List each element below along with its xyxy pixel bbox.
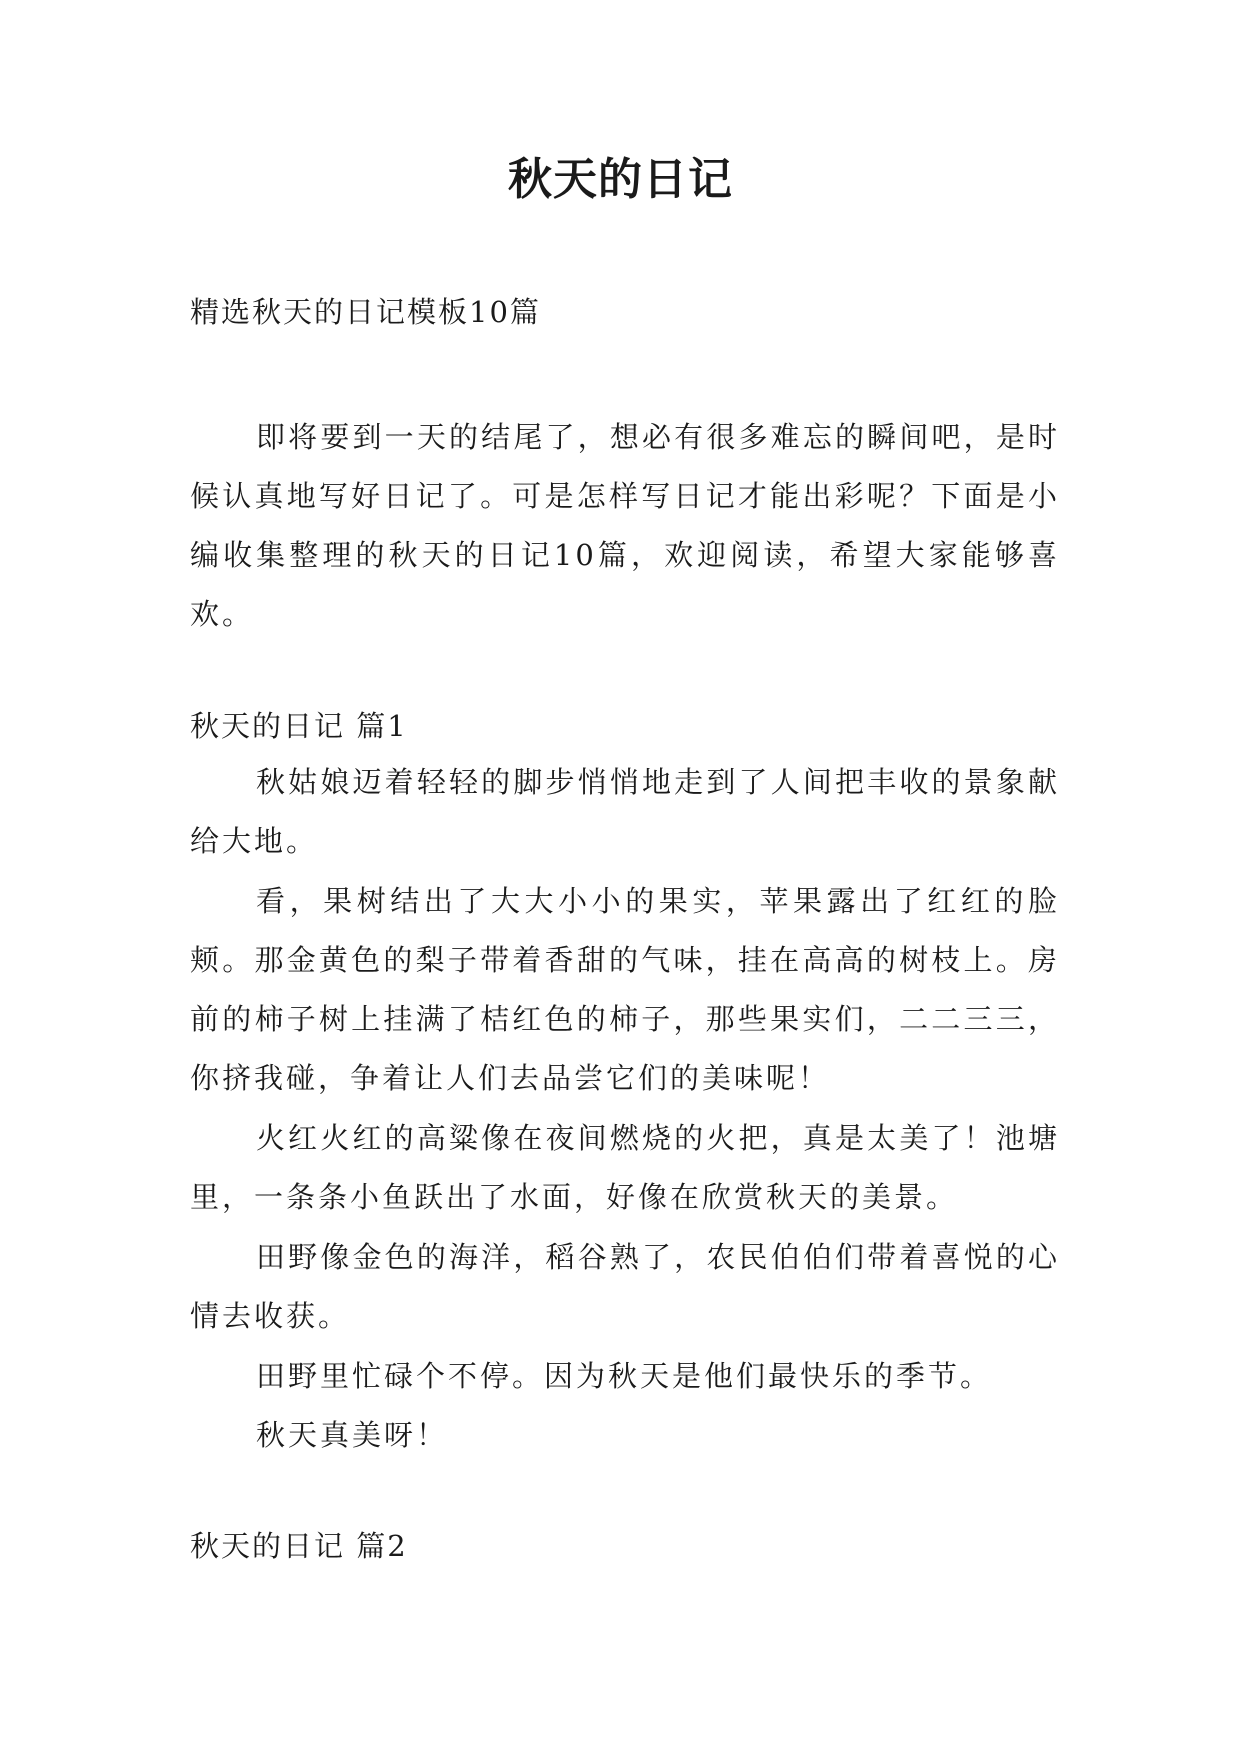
body-paragraph: 秋天真美呀！ — [256, 1418, 449, 1452]
body-paragraph: 秋姑娘迈着轻轻的脚步悄悄地走到了人间把丰收的景象献给大地。 — [190, 765, 1060, 858]
section-heading: 秋天的日记 篇2 — [190, 1529, 408, 1563]
body-paragraph: 火红火红的高粱像在夜间燃烧的火把，真是太美了！池塘里，一条条小鱼跃出了水面，好像在欣赏秋天的美景。 — [190, 1121, 1060, 1214]
document-subtitle: 精选秋天的日记模板10篇 — [190, 295, 541, 329]
document-title: 秋天的日记 — [508, 154, 733, 205]
body-paragraph: 田野里忙碌个不停。因为秋天是他们最快乐的季节。 — [256, 1359, 993, 1393]
section-heading: 秋天的日记 篇1 — [190, 709, 408, 743]
body-paragraph: 田野像金色的海洋，稻谷熟了，农民伯伯们带着喜悦的心情去收获。 — [190, 1240, 1060, 1333]
intro-paragraph: 即将要到一天的结尾了，想必有很多难忘的瞬间吧，是时候认真地写好日记了。可是怎样写日记才能出彩呢？下面是小编收集整理的秋天的日记10篇，欢迎阅读，希望大家能够喜欢。 — [190, 420, 1060, 631]
body-paragraph: 看，果树结出了大大小小的果实，苹果露出了红红的脸颊。那金黄色的梨子带着香甜的气味，挂在高高的树枝上。房前的柿子树上挂满了桔红色的柿子，那些果实们，二二三三，你挤我碰，争着让人们去品尝它们的美味呢！ — [190, 884, 1060, 1095]
